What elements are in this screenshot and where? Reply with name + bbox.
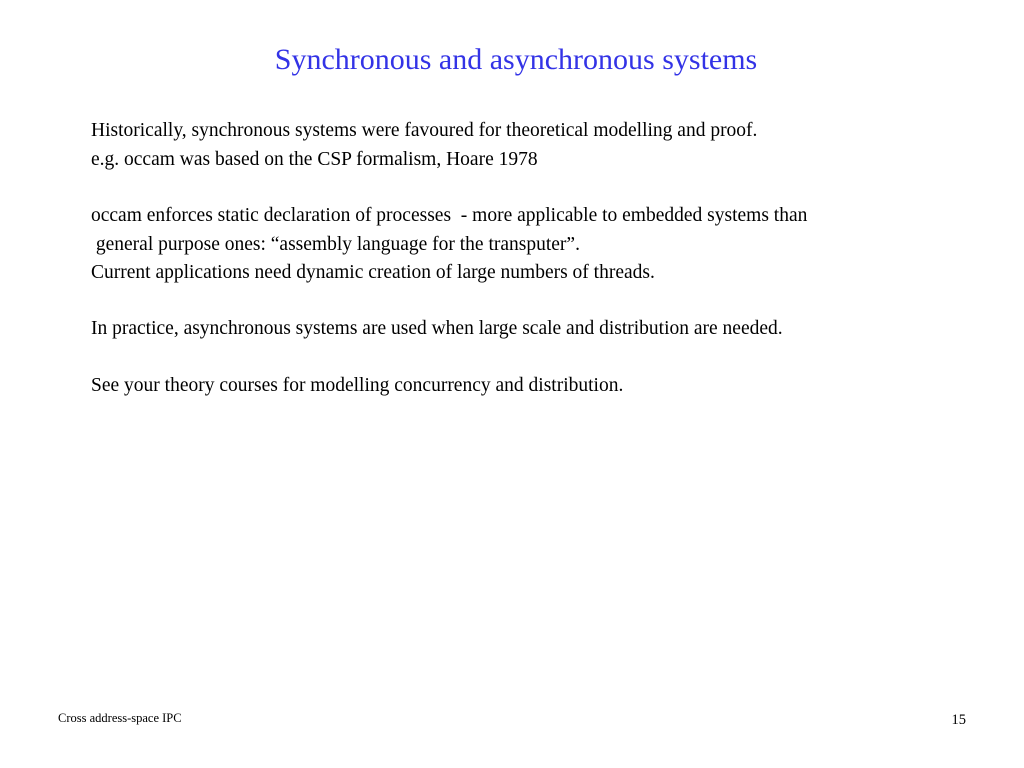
body-line-in-practice: In practice, asynchronous systems are used when large scale and distribution are needed.: [91, 318, 783, 339]
body-line-occam-csp: e.g. occam was based on the CSP formalism, Hoare 1978: [91, 149, 538, 170]
body-line-occam-static: occam enforces static declaration of processes - more applicable to embedded systems than: [91, 205, 808, 226]
body-line-theory-courses: See your theory courses for modelling concurrency and distribution.: [91, 375, 624, 396]
body-line-current-applications: Current applications need dynamic creation of large numbers of threads.: [91, 262, 655, 283]
body-line-general-purpose: general purpose ones: “assembly language for the transputer”.: [91, 234, 580, 255]
slide-title: Synchronous and asynchronous systems: [274, 43, 758, 76]
footer-section-title: Cross address-space IPC: [58, 711, 182, 725]
page-number: 15: [951, 712, 966, 728]
body-line-historically: Historically, synchronous systems were favoured for theoretical modelling and proof.: [91, 120, 758, 141]
